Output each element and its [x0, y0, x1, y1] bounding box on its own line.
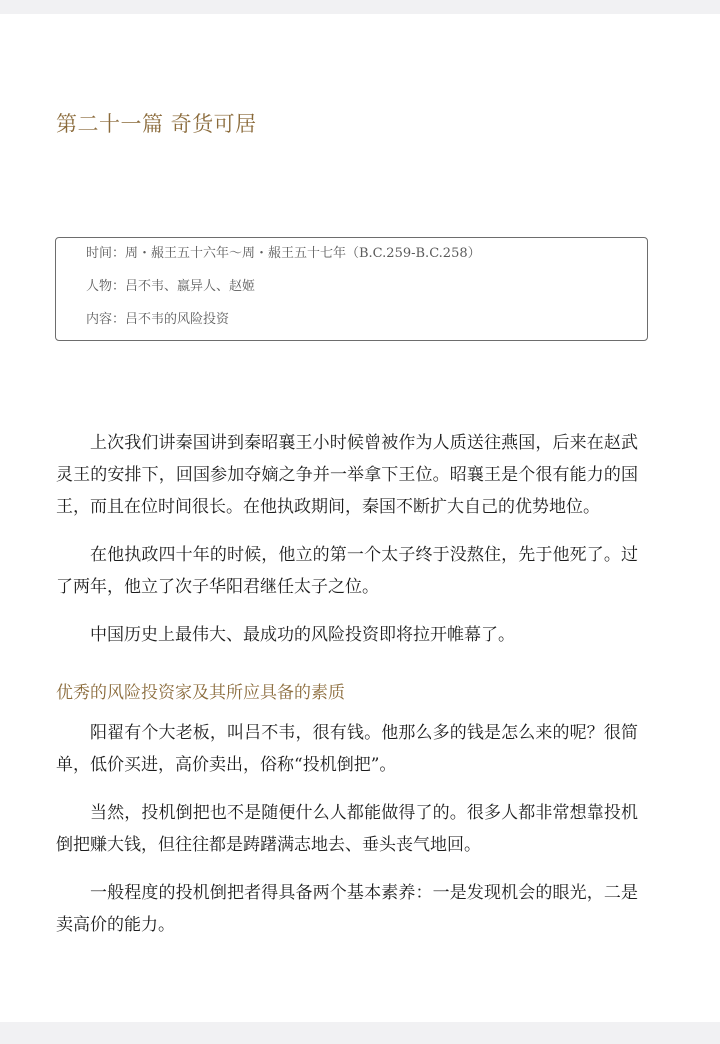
- section-heading: 优秀的风险投资家及其所应具备的素质: [56, 683, 345, 703]
- paragraph: 上次我们讲秦国讲到秦昭襄王小时候曾被作为人质送往燕国，后来在赵武灵王的安排下，回国参加夺嫡之争并一举拿下王位。昭襄王是个很有能力的国王，而且在位时间很长。在他执政期间，秦国不断扩大自己的优势地位。: [56, 433, 638, 517]
- paragraph: 一般程度的投机倒把者得具备两个基本素养：一是发现机会的眼光，二是卖高价的能力。: [56, 883, 638, 935]
- info-people: 人物：吕不韦、嬴异人、赵姬: [86, 279, 256, 294]
- info-time: 时间：周・赧王五十六年～周・赧王五十七年（B.C.259-B.C.258）: [86, 246, 481, 261]
- info-content: 内容：吕不韦的风险投资: [86, 312, 230, 327]
- paragraph: 中国历史上最伟大、最成功的风险投资即将拉开帷幕了。: [90, 625, 515, 645]
- paragraph: 阳翟有个大老板，叫吕不韦，很有钱。他那么多的钱是怎么来的呢？很简单，低价买进，高价卖出，俗称“投机倒把”。: [56, 723, 638, 775]
- intro-text: [56, 427, 638, 651]
- paragraph: 当然，投机倒把也不是随便什么人都能做得了的。很多人都非常想靠投机倒把赚大钱，但往往都是踌躇满志地去、垂头丧气地回。: [56, 803, 638, 855]
- paragraph: 在他执政四十年的时候，他立的第一个太子终于没熬住，先于他死了。过了两年，他立了次子华阳君继任太子之位。: [56, 545, 638, 597]
- chapter-info-box: [55, 237, 648, 341]
- chapter-title: 第二十一篇 奇货可居: [56, 112, 257, 136]
- book-page: [0, 14, 720, 1022]
- section-text: [56, 717, 638, 941]
